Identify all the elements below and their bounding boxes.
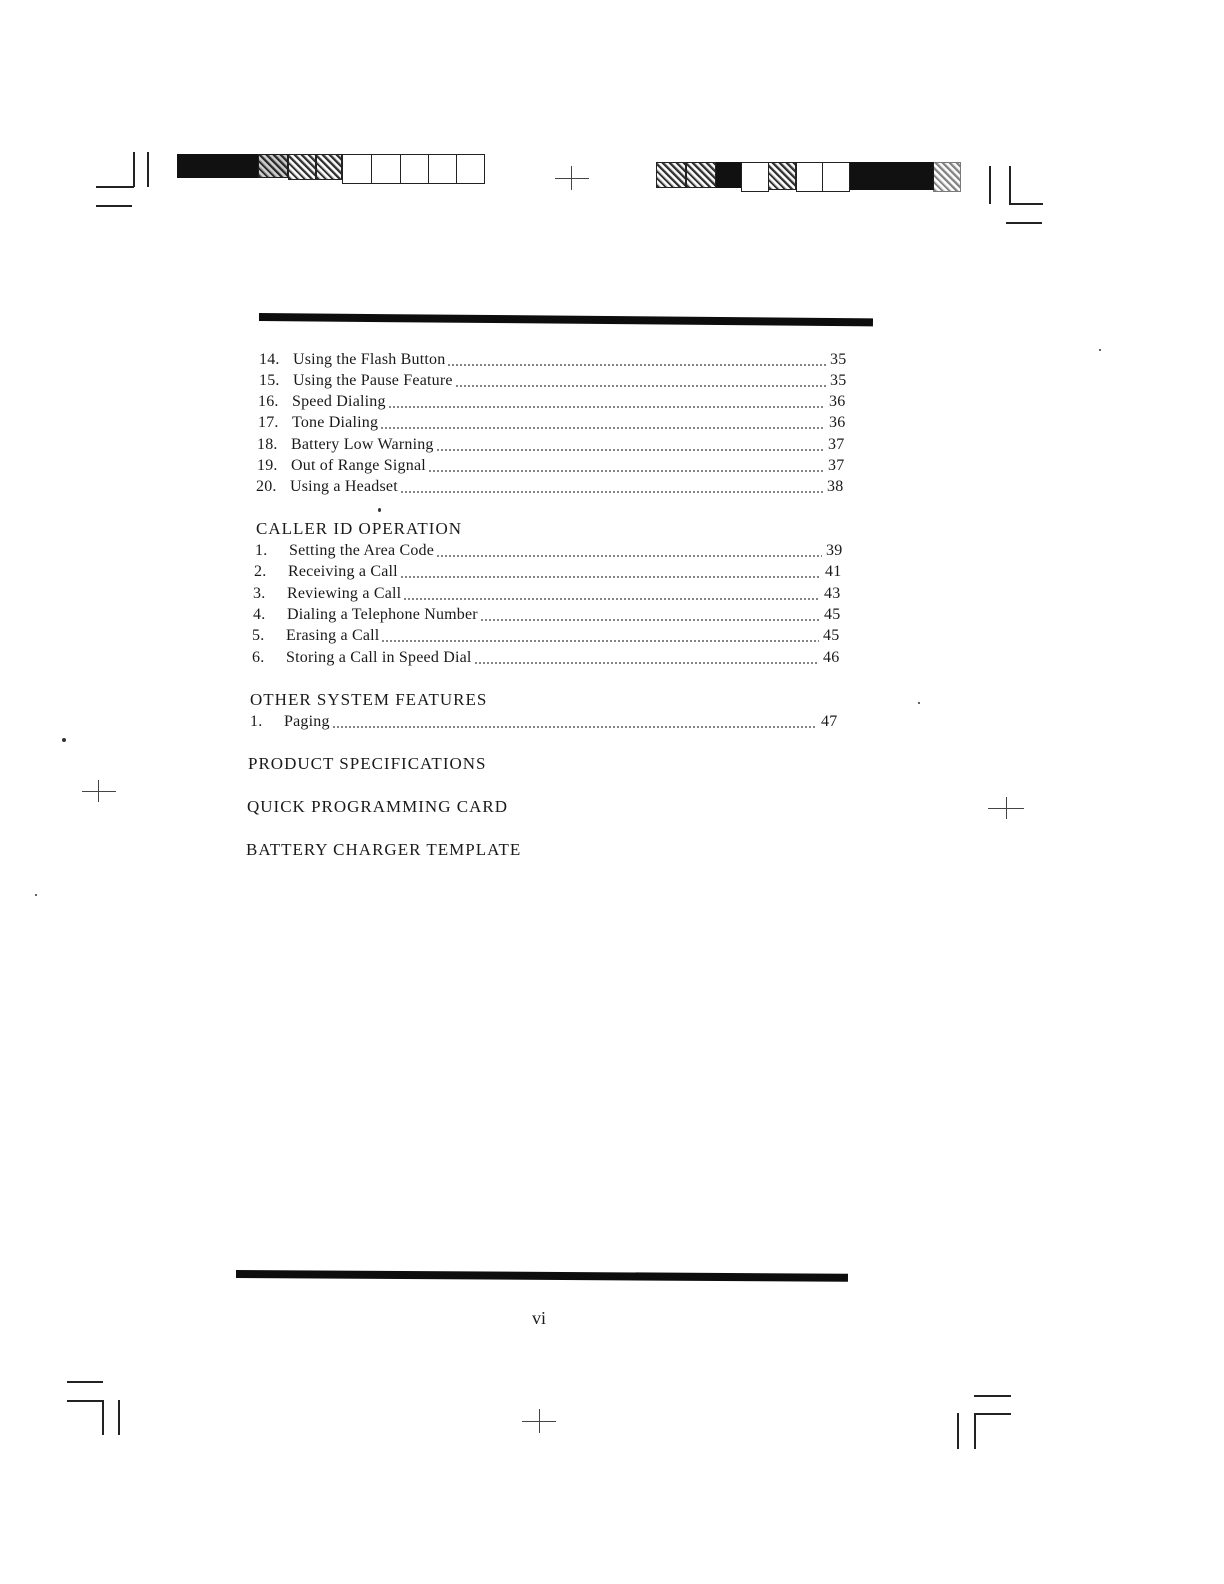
toc-entry: 1. Paging 47 [250, 713, 838, 730]
toc-entry: 18. Battery Low Warning 37 [257, 436, 845, 453]
toc-entry: 15. Using the Pause Feature 35 [259, 372, 847, 389]
top-rule [259, 313, 873, 326]
section-heading-battery-charger-template: BATTERY CHARGER TEMPLATE [246, 840, 522, 859]
toc-entry: 1. Setting the Area Code 39 [255, 542, 843, 559]
bottom-rule [236, 1270, 848, 1282]
section-heading-product-specifications: PRODUCT SPECIFICATIONS [248, 754, 487, 773]
section-heading-caller-id: CALLER ID OPERATION [256, 519, 462, 538]
toc-entry: 6. Storing a Call in Speed Dial 46 [252, 649, 840, 666]
toc-entry: 19. Out of Range Signal 37 [257, 457, 845, 474]
page-number: vi [532, 1308, 547, 1328]
toc-entry: 20. Using a Headset 38 [256, 478, 844, 495]
toc-entry: 14. Using the Flash Button 35 [259, 351, 847, 368]
toc-entry: 3. Reviewing a Call 43 [253, 585, 841, 602]
print-speck [1099, 349, 1101, 351]
toc-entry: 4. Dialing a Telephone Number 45 [253, 606, 841, 623]
print-speck [918, 702, 920, 704]
print-speck [35, 894, 37, 896]
toc-entry: 17. Tone Dialing 36 [258, 414, 846, 431]
toc-entry: 5. Erasing a Call 45 [252, 627, 840, 644]
print-speck [62, 738, 66, 742]
print-speck [378, 508, 381, 512]
section-heading-other-features: OTHER SYSTEM FEATURES [250, 690, 488, 709]
toc-entry: 16. Speed Dialing 36 [258, 393, 846, 410]
toc-entry: 2. Receiving a Call 41 [254, 563, 842, 580]
section-heading-quick-programming-card: QUICK PROGRAMMING CARD [247, 797, 508, 816]
